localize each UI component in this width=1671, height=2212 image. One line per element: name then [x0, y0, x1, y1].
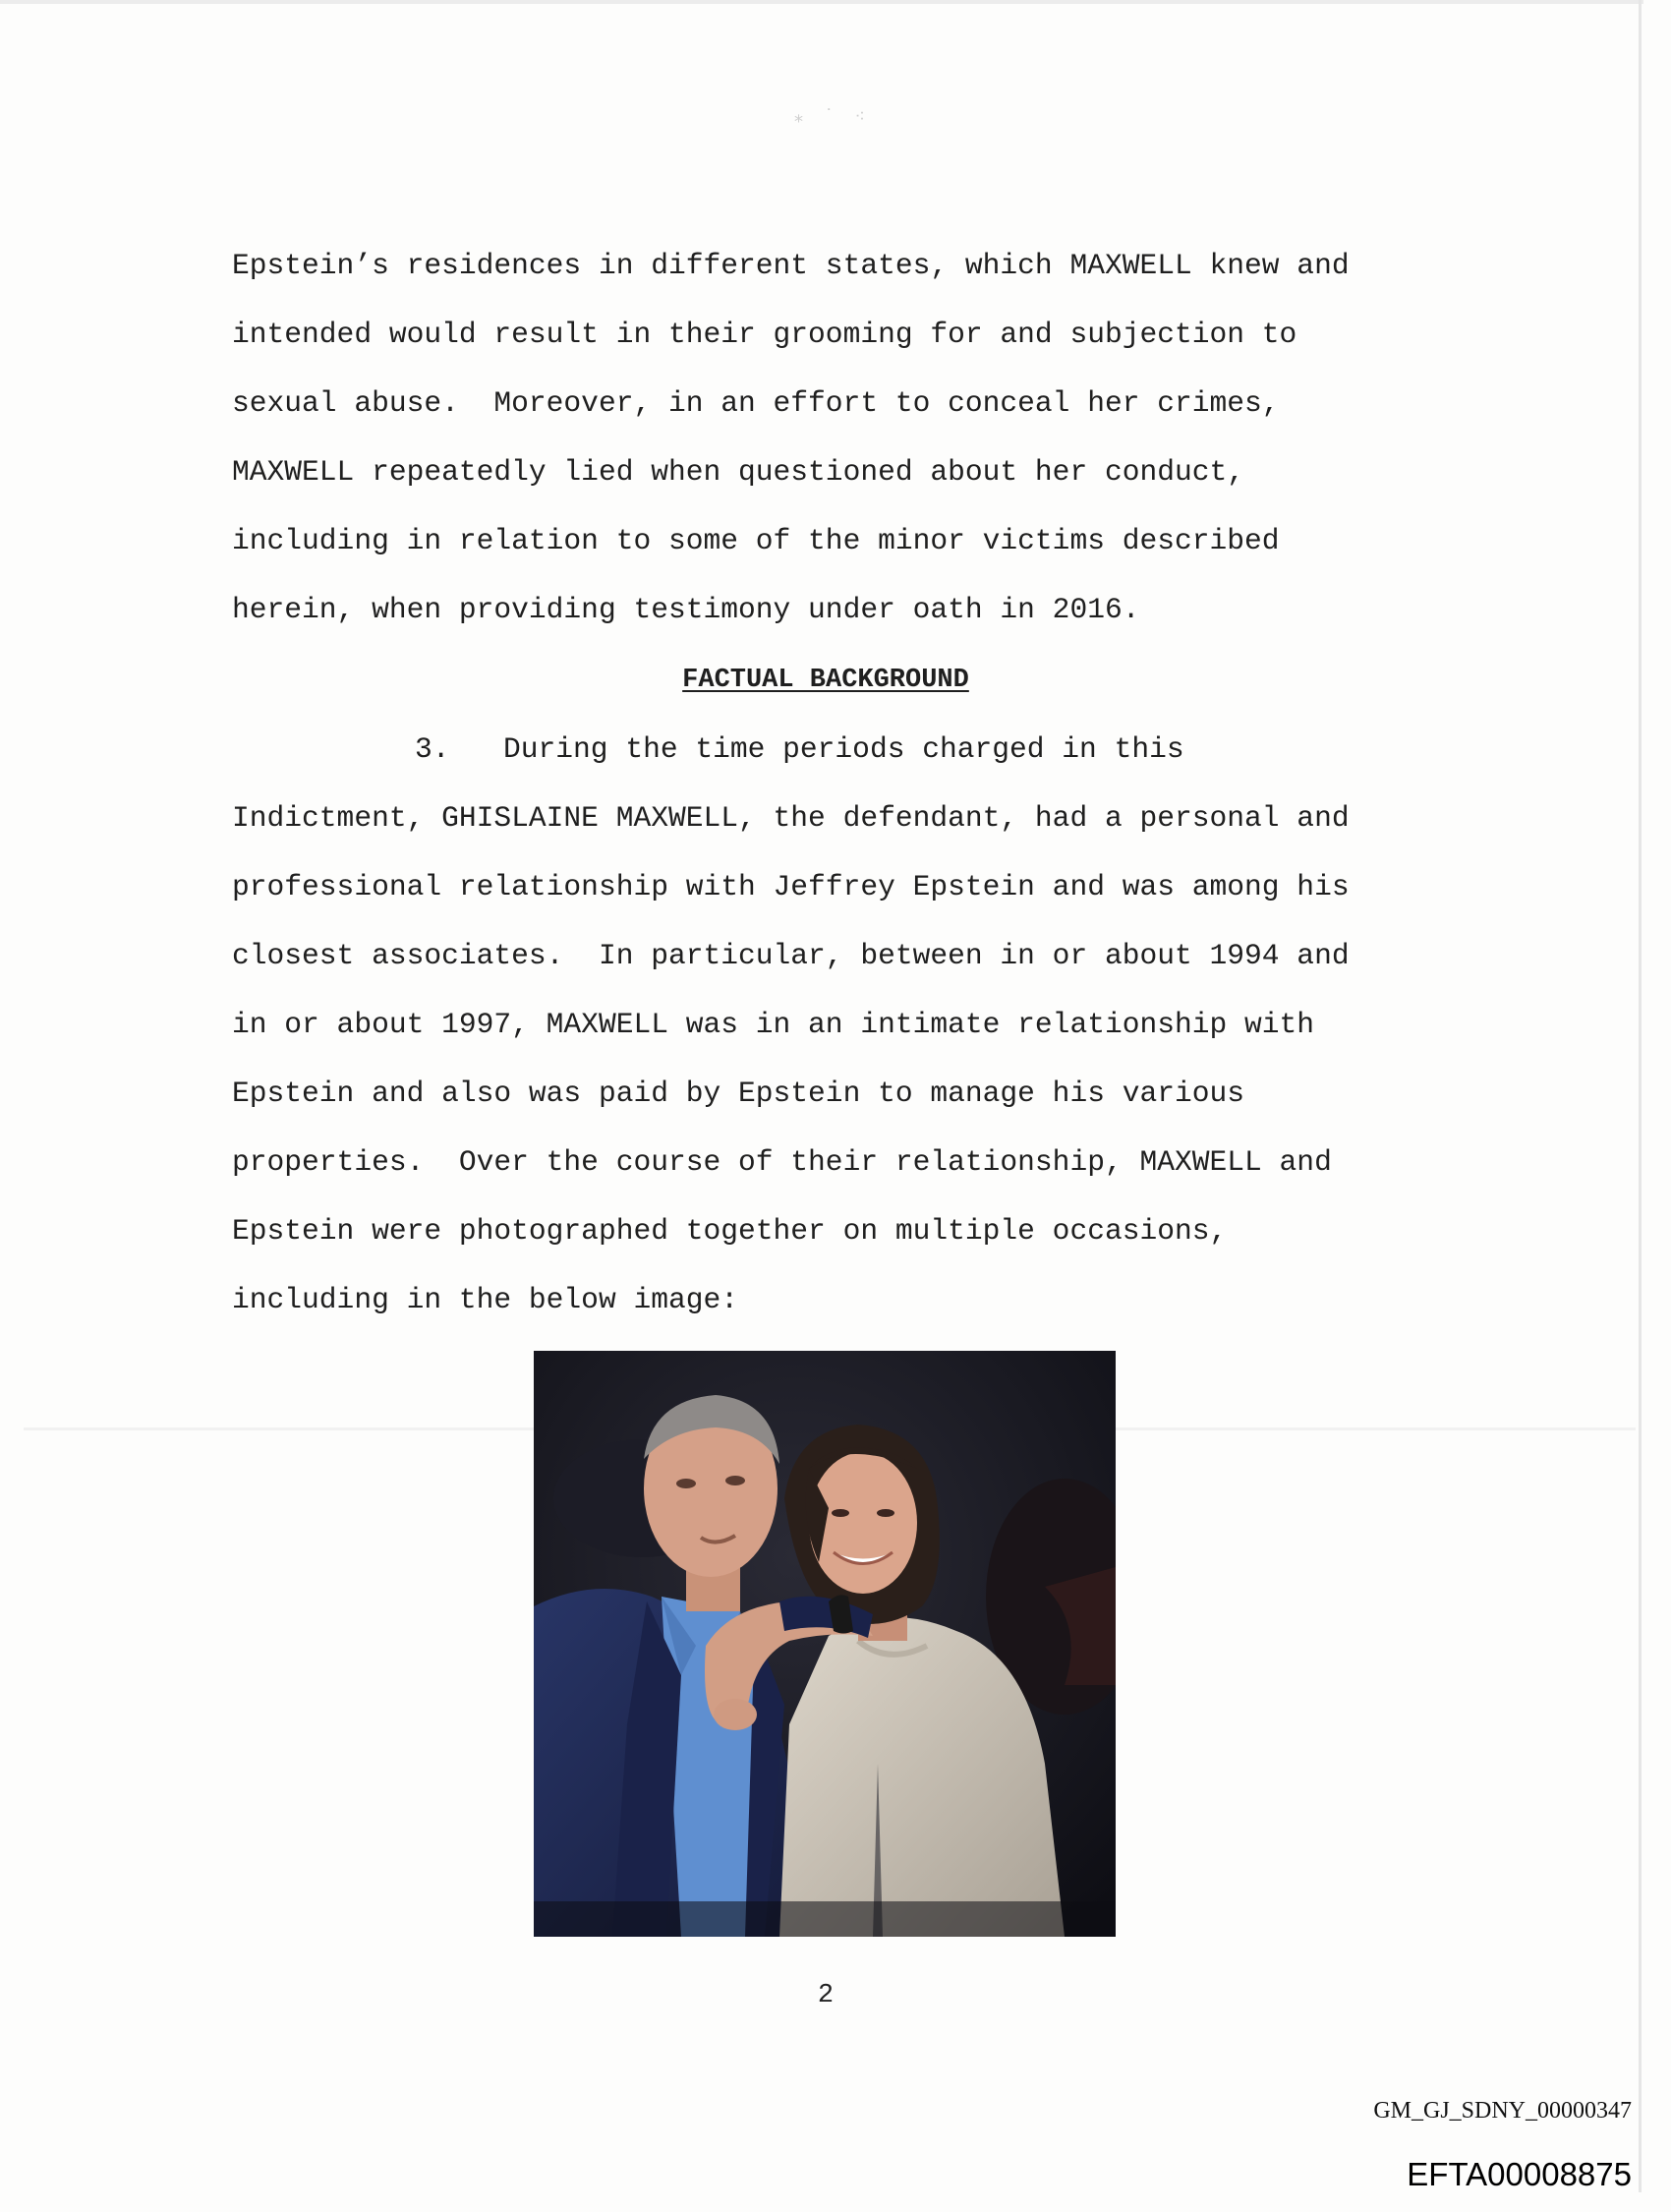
body-line: Epstein and also was paid by Epstein to manage his various — [232, 1077, 1245, 1110]
body-line: Epstein’s residences in different states, which MAXWELL knew and — [232, 249, 1350, 282]
body-line: professional relationship with Jeffrey Epstein and was among his — [232, 870, 1350, 903]
body-line: including in the below image: — [232, 1283, 739, 1316]
photograph-icon — [534, 1351, 1116, 1937]
body-line: properties. Over the course of their relationship, MAXWELL and — [232, 1145, 1332, 1179]
bates-number: GM_GJ_SDNY_00000347 — [1373, 2098, 1632, 2124]
body-line: herein, when providing testimony under oath in 2016. — [232, 593, 1140, 626]
body-line: Indictment, GHISLAINE MAXWELL, the defendant, had a personal and — [232, 801, 1350, 835]
section-heading — [0, 661, 1651, 700]
section-heading-text: FACTUAL BACKGROUND — [682, 666, 969, 695]
body-line: intended would result in their grooming for and subjection to — [232, 318, 1297, 351]
body-line: MAXWELL repeatedly lied when questioned about her conduct, — [232, 455, 1245, 489]
body-line: in or about 1997, MAXWELL was in an intimate relationship with — [232, 1008, 1315, 1041]
efta-number: EFTA00008875 — [1407, 2156, 1632, 2192]
page-number: 2 — [817, 1981, 835, 2010]
scan-smudge: ⁎ ˙ ⁖ — [794, 106, 873, 127]
paragraph-first-line: During the time periods charged in this — [503, 732, 1184, 766]
body-line: sexual abuse. Moreover, in an effort to conceal her crimes, — [232, 386, 1280, 420]
photograph — [534, 1351, 1116, 1937]
scan-right-edge — [1639, 0, 1642, 2192]
body-line: Epstein were photographed together on multiple occasions, — [232, 1214, 1228, 1248]
scan-top-edge — [0, 0, 1643, 4]
body-line: closest associates. In particular, between in or about 1994 and — [232, 939, 1350, 972]
body-line: including in relation to some of the minor victims described — [232, 524, 1280, 557]
paragraph-number: 3. — [415, 732, 450, 766]
